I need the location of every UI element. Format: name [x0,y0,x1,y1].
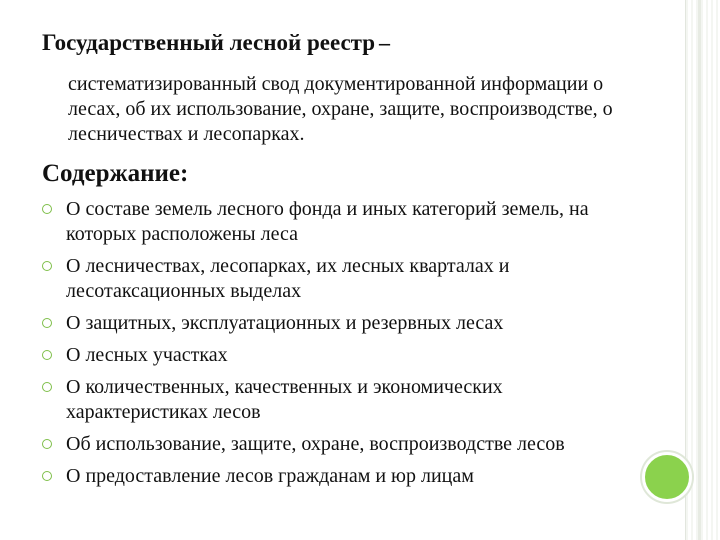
list-item-text: О лесных участках [66,344,228,366]
definition-term: Государственный лесной реестр [42,30,376,55]
definition-dash: – [379,30,391,55]
list-item-text: О предоставление лесов гражданам и юр лицам [66,465,474,487]
definition-text: систематизированный свод документированной информации о лесах, об их использование, охране, защите, воспроизводстве, о лесничествах и лесопарках. [68,73,613,145]
content-list [42,197,632,496]
list-item [42,375,632,425]
bullet-circle-icon [42,204,52,214]
bullet-circle-icon [42,439,52,449]
bullet-circle-icon [42,318,52,328]
list-item [42,254,632,304]
list-item-text: Об использование, защите, охране, воспроизводстве лесов [66,433,565,455]
content-title: Содержание: [42,160,189,187]
decorative-side-frame [685,0,720,540]
list-item [42,432,632,457]
list-item [42,343,632,368]
bullet-circle-icon [42,350,52,360]
definition-block [42,30,632,145]
list-item-text: О защитных, эксплуатационных и резервных лесах [66,312,504,334]
list-item-text: О количественных, качественных и экономических характеристиках лесов [66,376,503,423]
bullet-circle-icon [42,261,52,271]
bullet-circle-icon [42,382,52,392]
bullet-circle-icon [42,471,52,481]
green-circle-decoration [642,452,692,502]
list-item [42,311,632,336]
list-item [42,464,632,489]
list-item-text: О составе земель лесного фонда и иных категорий земель, на которых расположены леса [66,198,589,245]
list-item-text: О лесничествах, лесопарках, их лесных кварталах и лесотаксационных выделах [66,255,510,302]
list-item [42,197,632,247]
